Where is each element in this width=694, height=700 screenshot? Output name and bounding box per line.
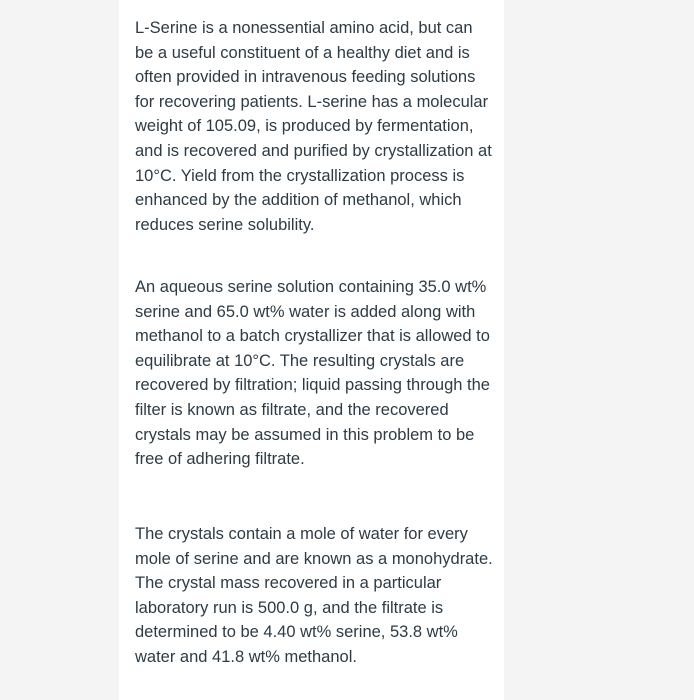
paragraph-crystal-composition: The crystals contain a mole of water for every mole of serine and are known as a monohydrate. The crystal mass recovered in a particular laboratory run is 500.0 g, and the filtrate is determined to be 4.40 wt% serine, 53.8 wt% water and 41.8 wt% methanol. [135,525,493,666]
paragraph-crystallizer-setup: An aqueous serine solution containing 35.0 wt% serine and 65.0 wt% water is added along with methanol to a batch crystallizer that is allowed to equilibrate at 10°C. The resulting crystals are recovered by filtration; liquid passing through the filter is known as filtrate, and the recovered crystals may be assumed in this problem to be free of adhering filtrate. [135,278,490,469]
problem-text-card [119,0,504,700]
paragraph-serine-intro: L-Serine is a nonessential amino acid, but can be a useful constituent of a healthy diet and is often provided in intravenous feeding solutions for recovering patients. L-serine has a molecular weight of 105.09, is produced by fermentation, and is recovered and purified by crystallization at 10°C. Yield from the crystallization process is enhanced by the addition of methanol, which reduces serine solubility. [135,19,492,234]
